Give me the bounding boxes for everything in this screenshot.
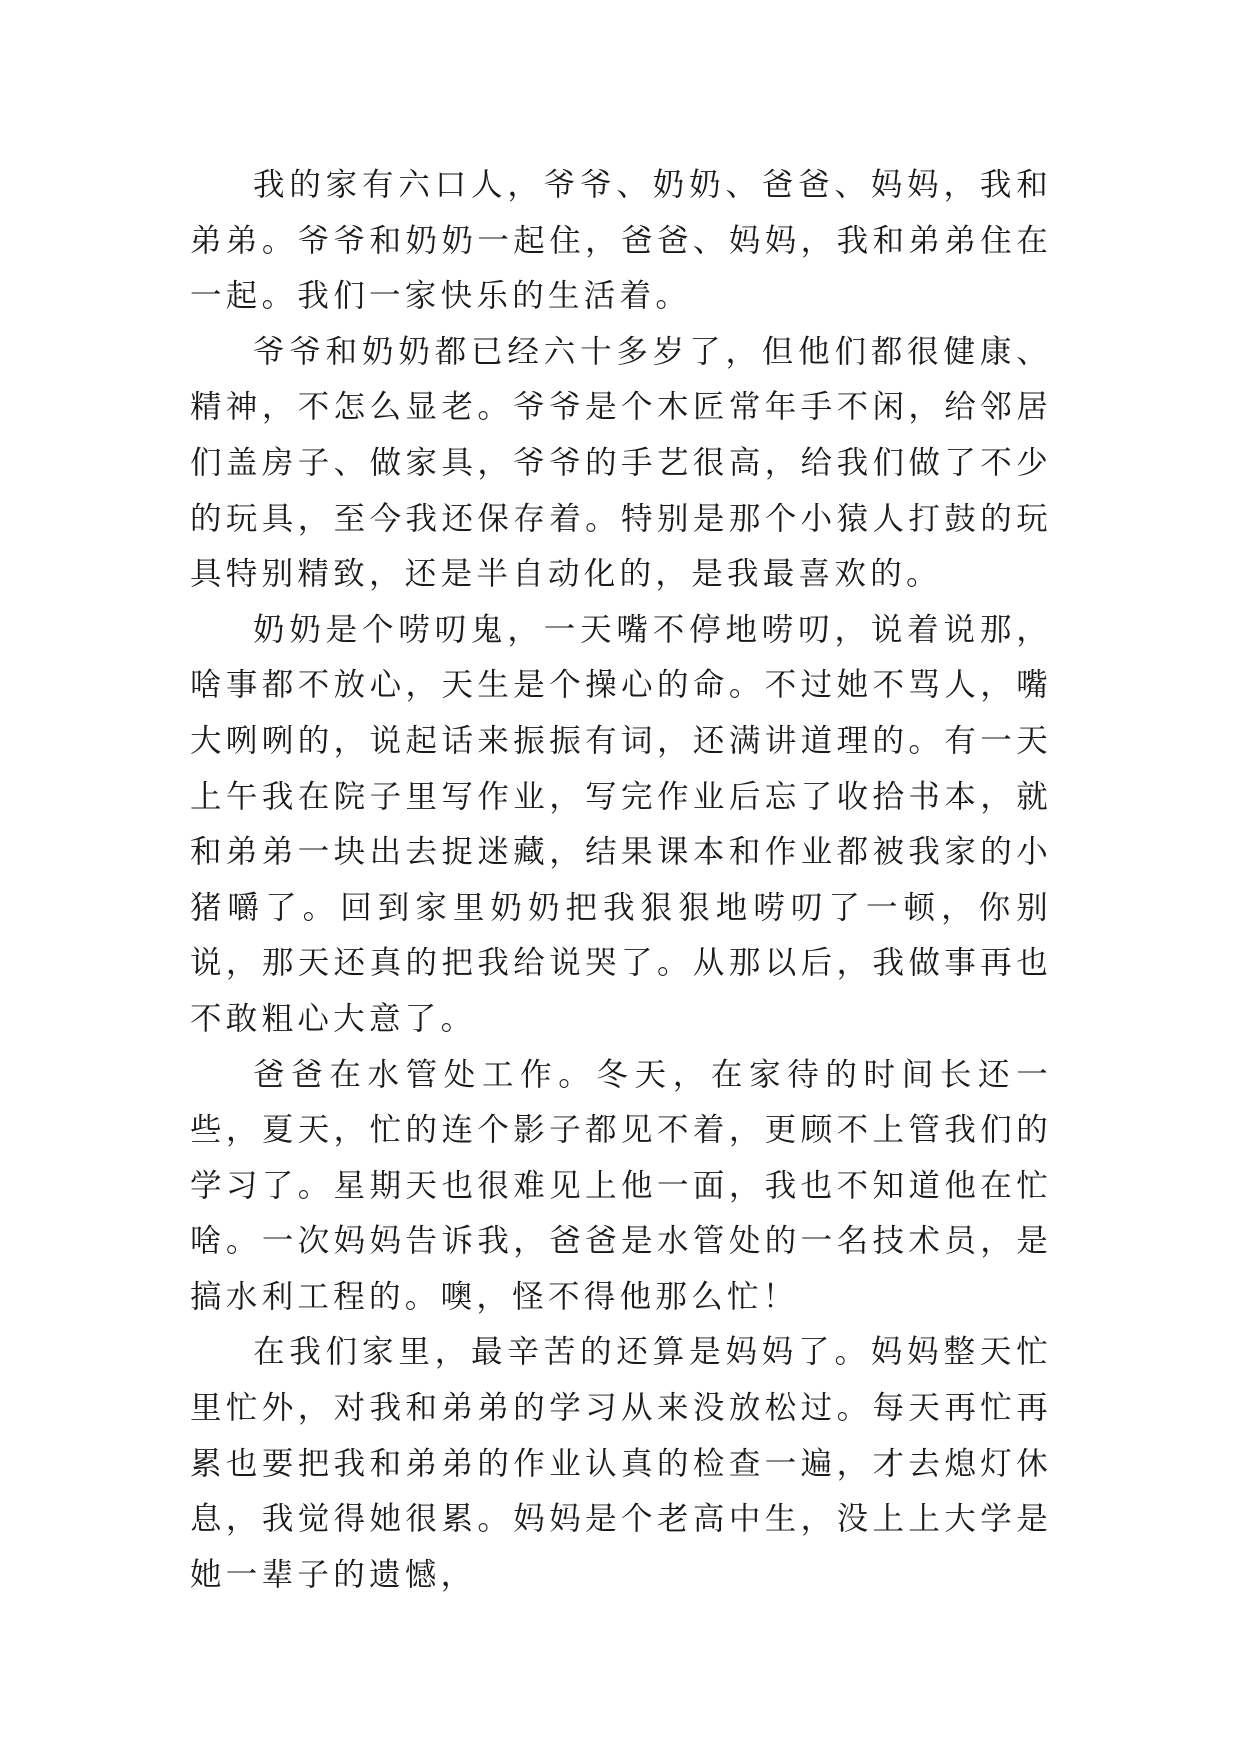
paragraph-1: 我的家有六口人，爷爷、奶奶、爸爸、妈妈，我和弟弟。爷爷和奶奶一起住，爸爸、妈妈，我和弟弟住在一起。我们一家快乐的生活着。 — [190, 167, 1052, 315]
paragraph-3: 奶奶是个唠叨鬼，一天嘴不停地唠叨，说着说那，啥事都不放心，天生是个操心的命。不过她不骂人，嘴大咧咧的，说起话来振振有词，还满讲道理的。有一天上午我在院子里写作业，写完作业后忘了收拾书本，就和弟弟一块出去捉迷藏，结果课本和作业都被我家的小猪嚼了。回到家里奶奶把我狠狠地唠叨了一顿，你别说，那天还真的把我给说哭了。从那以后，我做事再也不敢粗心大意了。 — [190, 611, 1052, 1037]
paragraph-4: 爸爸在水管处工作。冬天，在家待的时间长还一些，夏天，忙的连个影子都见不着，更顾不上管我们的学习了。星期天也很难见上他一面，我也不知道他在忙啥。一次妈妈告诉我，爸爸是水管处的一名技术员，是搞水利工程的。噢，怪不得他那么忙！ — [190, 1056, 1052, 1315]
paragraph-2: 爷爷和奶奶都已经六十多岁了，但他们都很健康、精神，不怎么显老。爷爷是个木匠常年手不闲，给邻居们盖房子、做家具，爷爷的手艺很高，给我们做了不少的玩具，至今我还保存着。特别是那个小猿人打鼓的玩具特别精致，还是半自动化的，是我最喜欢的。 — [190, 333, 1052, 593]
body-text — [190, 158, 1052, 1603]
paragraph-5: 在我们家里，最辛苦的还算是妈妈了。妈妈整天忙里忙外，对我和弟弟的学习从来没放松过。每天再忙再累也要把我和弟弟的作业认真的检查一遍，才去熄灯休息，我觉得她很累。妈妈是个老高中生，没上上大学是她一辈子的遗憾， — [190, 1334, 1052, 1593]
